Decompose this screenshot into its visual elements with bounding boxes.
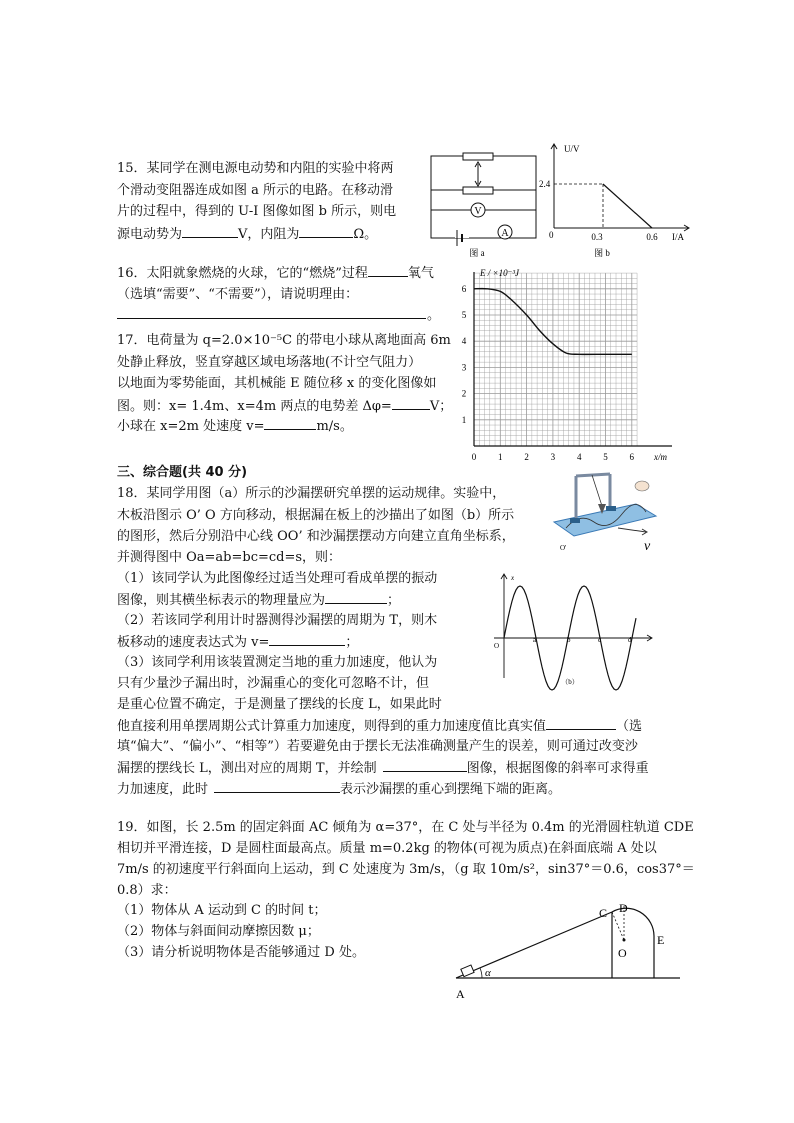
q18-line-5: （1）该同学认为此图像经过适当处理可看成单摆的振动: [117, 571, 438, 586]
answer-blank: [546, 715, 616, 730]
x-tick-label: 1: [498, 452, 503, 462]
ui-y-tick: 2.4: [539, 179, 551, 189]
q16-end: 。: [427, 308, 441, 323]
q17-text-b: V；: [429, 399, 453, 414]
axis-x-label: x: [511, 574, 515, 582]
q15-line-1: 15．某同学在测电源电动势和内阻的实验中将两: [117, 161, 394, 176]
ui-line-series: [554, 184, 652, 228]
q18-line-4: 并测得图中 Oa=ab=bc=cd=s，则：: [117, 550, 342, 565]
q19-incline-figure: [448, 900, 683, 1005]
q18-text-d: ；: [345, 635, 359, 650]
q18-line-3: 的图形，然后分别沿中心线 OO’ 和沙漏摆摆动方向建立直角坐标系，: [117, 529, 515, 544]
point-b-label: b: [567, 636, 571, 644]
q15-circuit-figure: [425, 150, 540, 260]
q18-line-6: [117, 589, 400, 611]
answer-blank: [269, 631, 345, 646]
answer-blank: [383, 757, 467, 772]
velocity-label: v: [644, 539, 651, 554]
answer-blank: [214, 778, 340, 793]
label-e: E: [657, 933, 665, 947]
y-tick-label: 6: [461, 283, 467, 294]
q18-text-g: 漏摆的摆线长 L，测出对应的周期 T，并绘制: [117, 761, 377, 776]
q17-line-5: [117, 415, 353, 437]
q18-line-7: （2）若该同学利用计时器测得沙漏摆的周期为 T，则木: [117, 613, 438, 628]
ui-x-label: I/A: [672, 232, 684, 242]
q16-line-1: [117, 262, 434, 284]
angle-alpha-label: α: [485, 967, 491, 979]
q19-line-7: （3）请分析说明物体是否能够通过 D 处。: [117, 945, 365, 960]
q19-line-2: 相切并平滑连接，D 是圆柱面最高点。质量 m=0.2kg 的物体(可视为质点)在斜面底端 A 处以: [117, 841, 657, 856]
q18-line-9: （3）该同学利用该装置测定当地的重力加速度，他认为: [117, 655, 438, 670]
q18-sand-pendulum-figure: [546, 470, 671, 560]
q18-line-10: 只有少量沙子漏出时，沙漏重心的变化可忽略不计，但: [117, 676, 430, 691]
q17-line-4: [117, 395, 452, 417]
section-title: 三、综合题(共 40 分): [117, 465, 248, 480]
chart-y-label: E / ×10⁻³J: [480, 268, 520, 278]
ui-x-tick-0: 0.3: [591, 232, 603, 242]
figure-b-caption: 图 b: [594, 248, 610, 258]
x-tick-label: 6: [629, 452, 635, 462]
figure-b-caption: （b）: [561, 678, 579, 686]
q17-text-c: 小球在 x=2m 处速度 v=: [117, 419, 265, 434]
q18-text-j: 表示沙漏摆的重心到摆绳下端的距离。: [340, 782, 562, 797]
chart-x-label: x/m: [654, 452, 667, 462]
q18-line-2: 木板沿图示 O’ O 方向移动，根据漏在板上的沙描出了如图（b）所示: [117, 508, 515, 523]
x-tick-label: 4: [576, 452, 582, 462]
x-tick-label: 0: [471, 452, 477, 462]
answer-blank: [325, 589, 387, 604]
q16-line-2: （选填“需要”、“不需要”），请说明理由：: [117, 287, 359, 302]
x-tick-label: 3: [550, 452, 556, 462]
point-d-label: d: [628, 636, 632, 644]
point-o-prime-label: O': [560, 544, 567, 552]
y-tick-label: 1: [461, 414, 467, 425]
answer-blank: [182, 223, 238, 238]
q15-ui-graph: [539, 140, 694, 260]
q18-text-c: 板移动的速度表达式为 v=: [117, 635, 270, 650]
figure-a-caption: 图 a: [469, 248, 485, 258]
q15-line-2: 个滑动变阻器连成如图 a 所示的电路。在移动滑: [117, 183, 394, 198]
voltmeter-label: V: [474, 206, 482, 217]
q16-text-b: 氧气: [407, 266, 434, 281]
q18-text-i: 力加速度，此时: [117, 782, 209, 797]
point-c-label: c: [598, 636, 602, 644]
q15-text-c: Ω。: [353, 227, 378, 242]
q16-text-a: 16．太阳就象燃烧的火球，它的“燃烧”过程: [117, 266, 368, 281]
x-tick-label: 5: [603, 452, 608, 462]
q19-line-4: 0.8）求：: [117, 883, 177, 898]
q19-line-1: 19．如图，长 2.5m 的固定斜面 AC 倾角为 α=37°，在 C 处与半径为 0.4m 的光滑圆柱轨道 CDE: [117, 820, 694, 835]
q17-line-2: 处静止释放，竖直穿越区域电场落地(不计空气阻力）: [117, 355, 422, 370]
q17-line-3: 以地面为零势能面，其机械能 E 随位移 x 的变化图像如: [117, 376, 437, 391]
q18-line-1: 18．某同学用图（a）所示的沙漏摆研究单摆的运动规律。实验中，: [117, 486, 506, 501]
ui-y-label: U/V: [564, 144, 580, 154]
q18-text-b: ；: [387, 593, 401, 608]
q15-text-b: V，内阻为: [238, 227, 300, 242]
q15-line-4: [117, 223, 377, 245]
q19-line-5: （1）物体从 A 运动到 C 的时间 t；: [117, 903, 327, 918]
answer-blank: [299, 223, 353, 238]
q17-text-d: m/s。: [316, 419, 353, 434]
q17-text-a: 图。则：x= 1.4m、x=4m 两点的电势差 Δφ=: [117, 399, 392, 414]
q18-text-h: 图像，根据图像的斜率可求得重: [466, 761, 649, 776]
label-d: D: [619, 901, 628, 915]
q18-sand-trace-figure: [478, 568, 658, 686]
q18-line-8: [117, 631, 358, 653]
q18-text-f: （选: [616, 719, 643, 734]
q19-line-6: （2）物体与斜面间动摩擦因数 μ；: [117, 924, 320, 939]
origin-label: O: [494, 642, 500, 650]
y-tick-label: 4: [461, 336, 467, 347]
label-a: A: [456, 987, 465, 1001]
chart-grid: [474, 273, 637, 446]
q17-line-1: 17．电荷量为 q=2.0×10⁻⁵C 的带电小球从离地面高 6m: [117, 333, 451, 348]
q15-text-a: 源电动势为: [117, 227, 183, 242]
answer-blank: [368, 262, 408, 277]
q18-line-15: [117, 778, 561, 800]
q17-energy-chart: [450, 262, 690, 467]
answer-blank: [264, 415, 316, 430]
q18-line-12: [117, 715, 642, 737]
q18-line-13: 填“偏大”、“偏小”、“相等”）若要避免由于摆长无法准确测量产生的误差，则可通过改变沙: [117, 739, 638, 754]
label-c: C: [599, 906, 608, 920]
ui-origin: 0: [549, 230, 554, 240]
x-tick-label: 2: [524, 452, 529, 462]
point-a-label: a: [533, 636, 537, 644]
q18-line-11: 是重心位置不确定，于是测量了摆线的长度 L，如果此时: [117, 697, 442, 712]
answer-blank: [392, 395, 430, 410]
label-o: O: [618, 946, 627, 960]
ui-x-tick-1: 0.6: [646, 232, 658, 242]
q18-text-e: 他直接利用单摆周期公式计算重力加速度，则得到的重力加速度值比真实值: [117, 719, 547, 734]
q15-line-3: 片的过程中，得到的 U-I 图像如图 b 所示，则电: [117, 204, 397, 219]
q18-line-14: [117, 757, 649, 779]
ammeter-label: A: [501, 228, 509, 239]
q19-line-3: 7m/s 的初速度平行斜面向上运动，到 C 处速度为 3m/s，（g 取 10m/s²，sin37°＝0.6，cos37°＝: [117, 862, 695, 877]
y-tick-label: 3: [461, 362, 467, 373]
ui-line: [603, 184, 652, 228]
answer-line: [117, 318, 426, 319]
y-tick-label: 5: [461, 310, 467, 320]
y-tick-label: 2: [461, 388, 467, 399]
q18-text-a: 图像，则其横坐标表示的物理量应为: [117, 593, 326, 608]
